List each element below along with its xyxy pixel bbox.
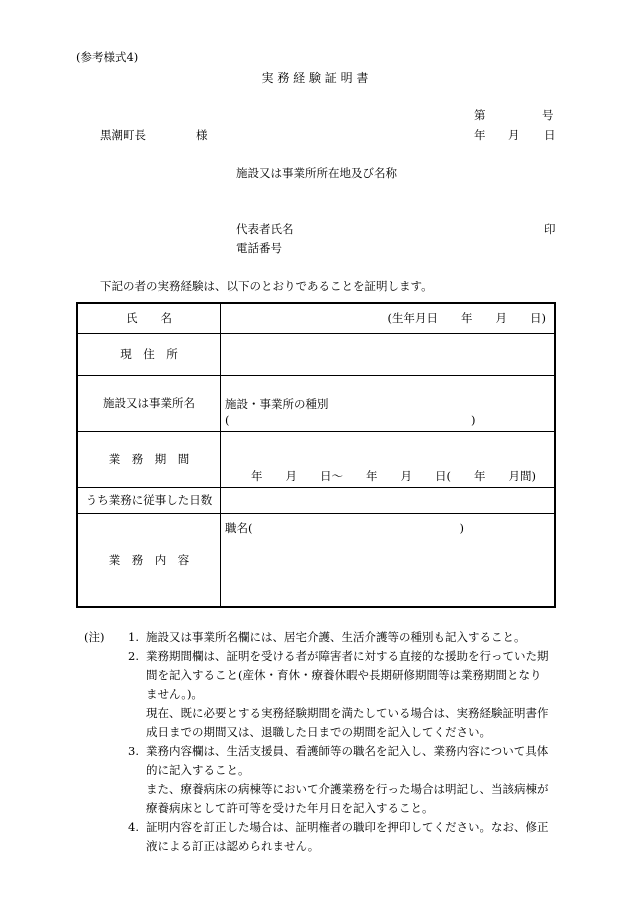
- recipient-honorific: 様: [196, 128, 208, 142]
- note-line: 間を記入すること(産休・育休・療養休暇や長期研修期間等は業務期間となり: [146, 668, 542, 682]
- period-value: 年 月 日～ 年 月 日( 年 月間): [251, 468, 536, 483]
- note-line: 成日までの期間又は、退職した日までの期間を記入してください。: [146, 725, 491, 739]
- issuer-facility-label: 施設又は事業所所在地及び名称: [236, 166, 397, 180]
- row-days: [77, 487, 555, 513]
- note-1: [84, 628, 560, 647]
- row-period: [77, 431, 555, 487]
- note-number: 1.: [128, 630, 139, 644]
- recipient-name: 黒潮町長: [100, 128, 146, 142]
- note-number: 3.: [128, 744, 139, 758]
- row-address: [77, 333, 555, 375]
- notes-section: [84, 628, 560, 856]
- document-title: 実 務 経 験 証 明 書: [261, 71, 369, 85]
- facility-cell[interactable]: [221, 375, 556, 431]
- intro-text: 下記の者の実務経験は、以下のとおりであることを証明します。: [100, 279, 433, 293]
- period-cell[interactable]: [221, 431, 556, 487]
- notes-prefix: (注): [84, 630, 105, 644]
- seal-mark: 印: [544, 222, 556, 236]
- period-label: 業 務 期 間: [77, 431, 221, 487]
- note-line: 的に記入すること。: [146, 763, 250, 777]
- representative-label: 代表者氏名: [236, 222, 294, 236]
- note-4: [84, 818, 560, 856]
- row-facility: [77, 375, 555, 431]
- note-line: 業務内容欄は、生活支援員、看護師等の職名を記入し、業務内容について具体: [146, 744, 549, 758]
- date-year: 年: [474, 128, 486, 142]
- name-label: 氏 名: [77, 303, 221, 333]
- birth-label: (生年月日 年 月 日): [387, 311, 546, 326]
- date-day: 日: [544, 128, 556, 142]
- facility-type-label: 施設・事業所の種別( ): [225, 396, 476, 427]
- note-number: 2.: [128, 649, 139, 663]
- row-name: [77, 303, 555, 333]
- note-3: [84, 742, 560, 818]
- date-month: 月: [508, 128, 520, 142]
- experience-table: [76, 302, 556, 608]
- form-label: (参考様式4): [76, 50, 139, 64]
- note-line: 液による訂正は認められません。: [146, 839, 320, 853]
- note-line: ません。)。: [146, 687, 203, 701]
- note-line: 療養病床として許可等を受けた年月日を記入すること。: [146, 801, 434, 815]
- note-2: [84, 647, 560, 742]
- number-suffix: 号: [542, 108, 554, 122]
- row-content: [77, 513, 555, 607]
- job-title-label: 職名( ): [225, 520, 464, 535]
- facility-name-label: 施設又は事業所名: [77, 375, 221, 431]
- phone-label: 電話番号: [236, 241, 282, 255]
- address-cell[interactable]: [221, 333, 556, 375]
- number-label: 第: [474, 108, 486, 122]
- name-cell[interactable]: [221, 303, 556, 333]
- content-label: 業 務 内 容: [77, 513, 221, 607]
- address-label: 現 住 所: [77, 333, 221, 375]
- days-label: うち業務に従事した日数: [77, 487, 221, 513]
- note-line: また、療養病床の病棟等において介護業務を行った場合は明記し、当該病棟が: [146, 782, 549, 796]
- note-line: 現在、既に必要とする実務経験期間を満たしている場合は、実務経験証明書作: [146, 706, 549, 720]
- note-line: 証明内容を訂正した場合は、証明権者の職印を押印してください。なお、修正: [146, 820, 549, 834]
- days-cell[interactable]: [221, 487, 556, 513]
- note-line: 施設又は事業所名欄には、居宅介護、生活介護等の種別も記入すること。: [146, 630, 526, 644]
- note-number: 4.: [128, 820, 139, 834]
- note-line: 業務期間欄は、証明を受ける者が障害者に対する直接的な援助を行っていた期: [146, 649, 549, 663]
- content-cell[interactable]: [221, 513, 556, 607]
